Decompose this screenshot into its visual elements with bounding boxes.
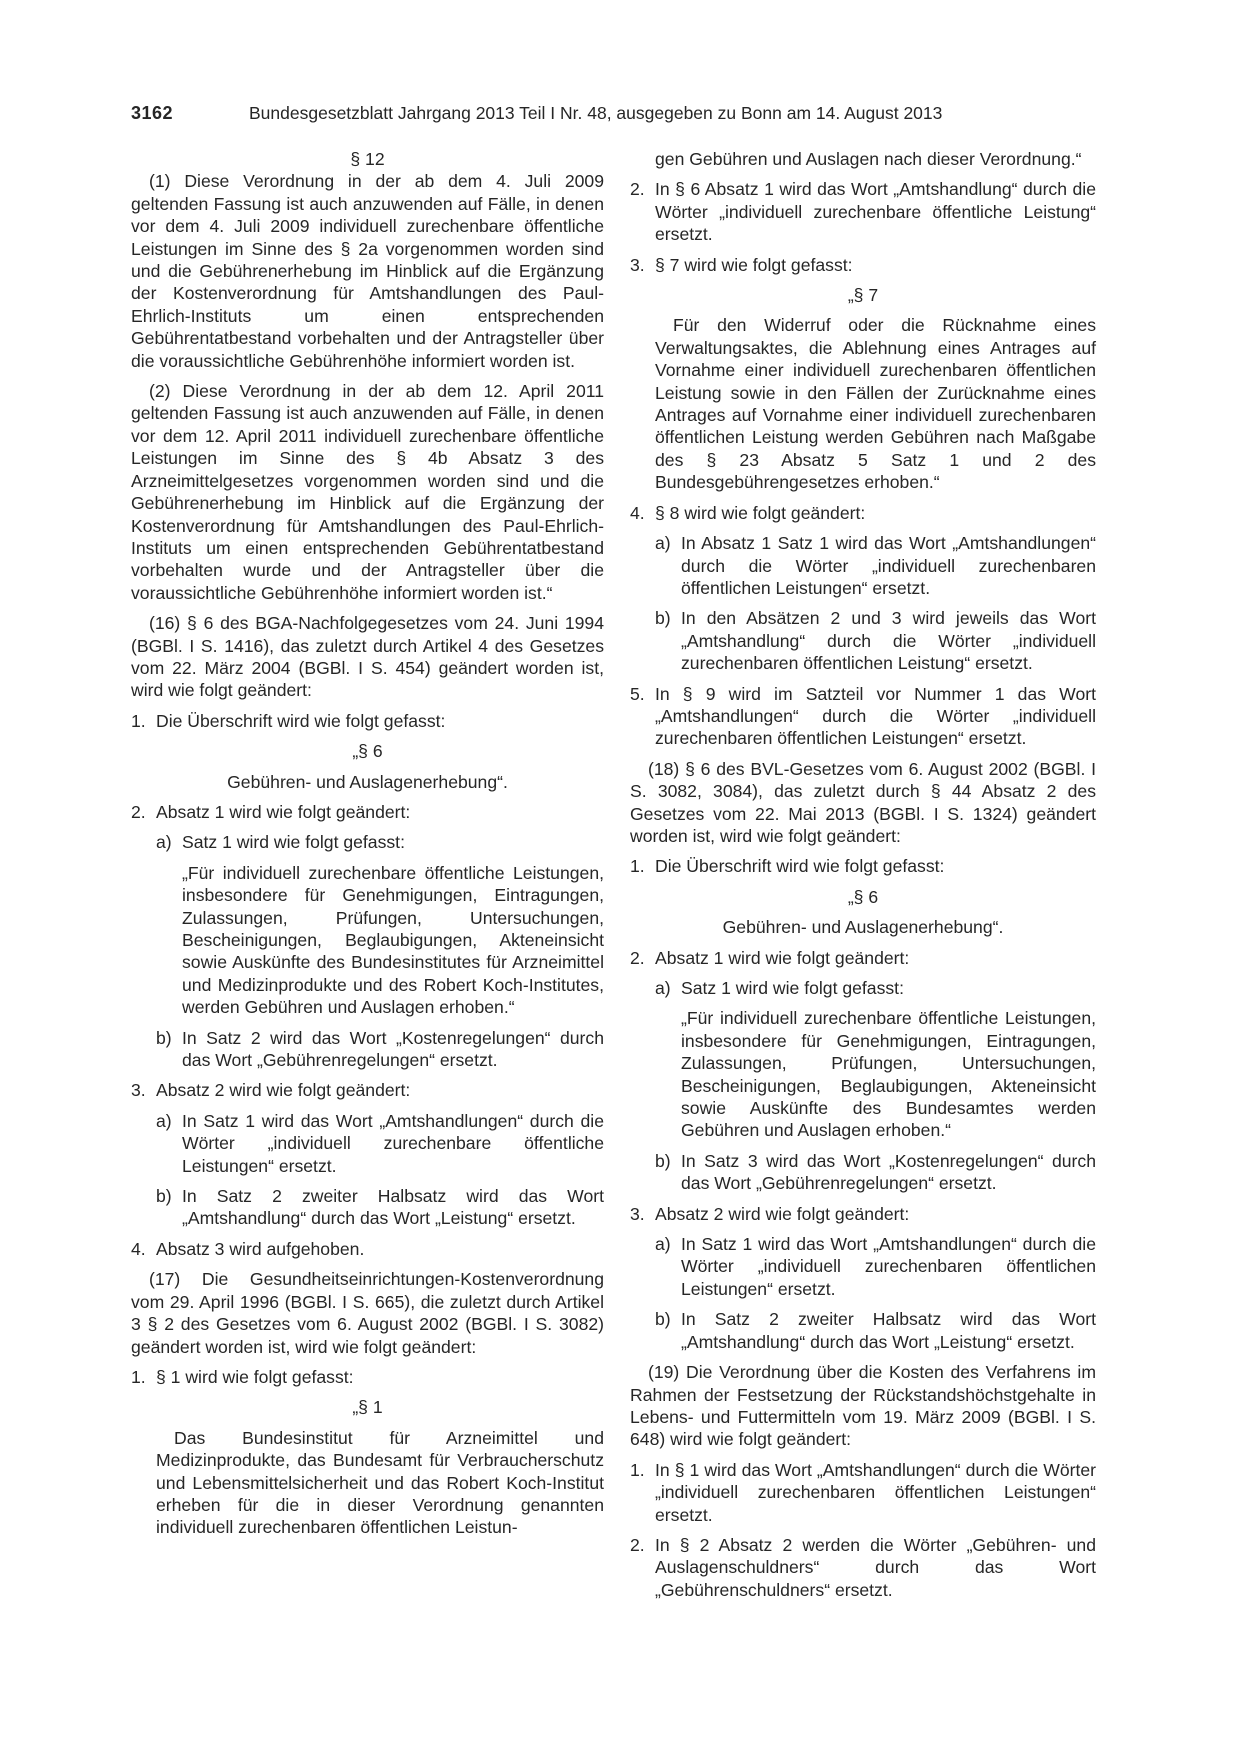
list-item bbox=[131, 1079, 604, 1101]
list-item bbox=[131, 710, 604, 732]
item-text: § 8 wird wie folgt geändert: bbox=[655, 502, 866, 523]
item-number: 3. bbox=[131, 1080, 146, 1101]
quoted-paragraph: Das Bundesinstitut für Arzneimittel und Medizinprodukte, das Bundesamt für Verbraucherschutz und Lebensmittelsicherheit und das Robert Koch-Institut erheben für die in dieser Verordnung genannten individuell zurechenbaren öffentlichen Leistun- bbox=[156, 1427, 604, 1538]
item-text: § 1 wird wie folgt gefasst: bbox=[156, 1366, 354, 1387]
list-item bbox=[630, 178, 1096, 245]
sub-item-text: In Satz 3 wird das Wort „Kostenregelungen“ durch das Wort „Gebührenregelungen“ ersetzt. bbox=[681, 1150, 1096, 1194]
item-number: 4. bbox=[131, 1238, 146, 1259]
item-text: § 7 wird wie folgt gefasst: bbox=[655, 254, 853, 275]
item-text: Absatz 2 wird wie folgt geändert: bbox=[655, 1203, 910, 1224]
sub-item bbox=[131, 1027, 604, 1072]
section-12-paragraph-1: (1) Diese Verordnung in der ab dem 4. Juli 2009 geltenden Fassung ist auch anzuwenden auf Fälle, in denen vor dem 4. Juli 2009 individuell zurechenbare öffentliche Leistungen im Sinne des § 2a vorgenommen worden sind und die Gebührenerhebung im Hinblick auf die Ergänzung der Kostenverordnung für Amtshandlungen des Paul-Ehrlich-Instituts um einen entsprechenden Gebührentatbestand vorbehalten und der Antragsteller über die voraussichtliche Gebührenhöhe informiert worden ist. bbox=[131, 171, 604, 371]
sub-item-letter: a) bbox=[655, 533, 671, 554]
article-19-intro: (19) Die Verordnung über die Kosten des Verfahrens im Rahmen der Festsetzung der Rückstandshöchstgehalte in Lebens- und Futtermitteln vom 19. März 2009 (BGBl. I S. 648) wird wie folgt geändert: bbox=[630, 1362, 1096, 1450]
list-item bbox=[131, 801, 604, 823]
sub-item-letter: a) bbox=[655, 978, 671, 998]
sub-item-letter: b) bbox=[156, 1186, 172, 1207]
item-text: In § 1 wird das Wort „Amtshandlungen“ durch die Wörter „individuell zurechenbaren öffentlichen Leistungen“ ersetzt. bbox=[655, 1459, 1096, 1525]
sub-item-letter: a) bbox=[156, 1110, 172, 1131]
sub-item-text: In Satz 1 wird das Wort „Amtshandlungen“ durch die Wörter „individuell zurechenbare öffentliche Leistungen“ ersetzt. bbox=[182, 1110, 604, 1176]
item-number: 2. bbox=[630, 179, 645, 200]
sub-item bbox=[131, 1185, 604, 1230]
list-item bbox=[630, 1203, 1096, 1225]
item-text: Absatz 1 wird wie folgt geändert: bbox=[655, 947, 910, 968]
quoted-section-heading: „§ 7 bbox=[847, 285, 879, 306]
item-number: 1. bbox=[131, 710, 146, 731]
sub-item bbox=[630, 977, 1096, 999]
article-17-intro: (17) Die Gesundheitseinrichtungen-Kostenverordnung vom 29. April 1996 (BGBl. I S. 665), die zuletzt durch Artikel 3 § 2 des Gesetzes vom 6. August 2002 (BGBl. I S. 3082) geändert worden ist, wird wie folgt geändert: bbox=[131, 1269, 604, 1357]
quoted-text: „Für individuell zurechenbare öffentliche Leistungen, insbesondere für Genehmigungen, Eintragungen, Zulassungen, Prüfungen, Untersuchungen, Bescheinigungen, Beglaubigungen, Akteneinsicht sowie Auskünfte des Bundesamtes werden Gebühren und Auslagen erhoben.“ bbox=[681, 1008, 1096, 1141]
sub-item-text: Satz 1 wird wie folgt gefasst: bbox=[681, 978, 904, 998]
item-number: 2. bbox=[630, 947, 645, 968]
sub-item bbox=[131, 1110, 604, 1177]
left-column bbox=[131, 148, 604, 1547]
quoted-section-title: Gebühren- und Auslagenerhebung“. bbox=[722, 917, 1004, 938]
item-number: 2. bbox=[131, 801, 146, 822]
quoted-paragraph: Für den Widerruf oder die Rücknahme eines Verwaltungsaktes, die Ablehnung eines Antrages auf Vornahme einer individuell zurechenbaren öffentlichen Leistung sowie in den Fällen der Zurücknahme eines Antrages auf Vornahme einer individuell zurechenbaren öffentlichen Leistung werden Gebühren nach Maßgabe des § 23 Absatz 5 Satz 1 und 2 des Bundesgebührengesetzes erhoben.“ bbox=[655, 315, 1096, 493]
sub-item bbox=[131, 831, 604, 853]
section-12-heading: § 12 bbox=[350, 149, 385, 169]
item-text: Absatz 3 wird aufgehoben. bbox=[156, 1238, 365, 1259]
sub-item-text: In Satz 1 wird das Wort „Amtshandlungen“ durch die Wörter „individuell zurechenbaren öffentlichen Leistungen“ ersetzt. bbox=[681, 1234, 1096, 1299]
section-12-paragraph-2: (2) Diese Verordnung in der ab dem 12. April 2011 geltenden Fassung ist auch anzuwenden auf Fälle, in denen vor dem 12. April 2011 individuell zurechenbare öffentliche Leistungen im Sinne des § 4b Absatz 3 des Arzneimittelgesetzes vorgenommen worden sind und die Gebührenerhebung im Hinblick auf die Ergänzung der Kostenverordnung für Amtshandlungen des Paul-Ehrlich-Instituts um einen entsprechenden Gebührentatbestand vorbehalten wurde und der Antragsteller über die voraussichtliche Gebührenhöhe informiert worden ist.“ bbox=[131, 381, 604, 603]
quoted-section-heading: „§ 6 bbox=[847, 886, 879, 907]
list-item bbox=[131, 1238, 604, 1260]
sub-item-text: In Absatz 1 Satz 1 wird das Wort „Amtshandlungen“ durch die Wörter „individuell zurechenbaren öffentlichen Leistungen“ ersetzt. bbox=[681, 533, 1096, 598]
item-text: In § 6 Absatz 1 wird das Wort „Amtshandlung“ durch die Wörter „individuell zurechenbare öffentliche Leistung“ ersetzt. bbox=[655, 179, 1096, 245]
list-item bbox=[630, 855, 1096, 877]
sub-item bbox=[630, 1150, 1096, 1195]
sub-item-letter: b) bbox=[655, 608, 671, 629]
sub-item-text: In Satz 2 zweiter Halbsatz wird das Wort „Amtshandlung“ durch das Wort „Leistung“ ersetzt. bbox=[182, 1186, 604, 1229]
quoted-text: „Für individuell zurechenbare öffentliche Leistungen, insbesondere für Genehmigungen, Eintragungen, Zulassungen, Prüfungen, Untersuchungen, Bescheinigungen, Beglaubigungen, Akteneinsicht sowie Auskünfte des Bundesinstitutes für Arzneimittel und Medizinprodukte und des Robert Koch-Institutes, werden Gebühren und Auslagen erhoben.“ bbox=[182, 862, 604, 1018]
list-item bbox=[630, 1459, 1096, 1526]
item-text: Die Überschrift wird wie folgt gefasst: bbox=[655, 856, 945, 877]
sub-item-text: Satz 1 wird wie folgt gefasst: bbox=[182, 832, 405, 853]
article-18-intro: (18) § 6 des BVL-Gesetzes vom 6. August 2002 (BGBl. I S. 3082, 3084), das zuletzt durch § 44 Absatz 2 des Gesetzes vom 22. Mai 2013 (BGBl. I S. 1324) geändert worden ist, wird wie folgt geändert: bbox=[630, 758, 1096, 846]
quoted-section-title: Gebühren- und Auslagenerhebung“. bbox=[227, 771, 508, 792]
list-item bbox=[131, 1366, 604, 1388]
item-number: 4. bbox=[630, 502, 645, 523]
list-item bbox=[630, 947, 1096, 969]
sub-item-letter: b) bbox=[156, 1027, 172, 1048]
header-title: Bundesgesetzblatt Jahrgang 2013 Teil I Nr. 48, ausgegeben zu Bonn am 14. August 2013 bbox=[249, 103, 943, 123]
sub-item-text: In Satz 2 zweiter Halbsatz wird das Wort „Amtshandlung“ durch das Wort „Leistung“ ersetzt. bbox=[681, 1309, 1096, 1352]
list-item bbox=[630, 683, 1096, 750]
sub-item-letter: b) bbox=[655, 1150, 671, 1171]
right-column bbox=[630, 148, 1096, 1609]
item-number: 1. bbox=[630, 1459, 645, 1480]
item-text: Absatz 1 wird wie folgt geändert: bbox=[156, 801, 411, 822]
sub-item bbox=[630, 1308, 1096, 1353]
item-number: 3. bbox=[630, 1203, 645, 1224]
item-number: 1. bbox=[131, 1366, 146, 1387]
page-number: 3162 bbox=[131, 103, 174, 123]
sub-item-text: In Satz 2 wird das Wort „Kostenregelungen“ durch das Wort „Gebührenregelungen“ ersetzt. bbox=[182, 1027, 604, 1071]
quoted-paragraph-continued: gen Gebühren und Auslagen nach dieser Verordnung.“ bbox=[655, 149, 1082, 169]
sub-item bbox=[630, 532, 1096, 599]
sub-item-text: In den Absätzen 2 und 3 wird jeweils das Wort „Amtshandlung“ durch die Wörter „individuell zurechenbaren öffentlichen Leistung“ ersetzt. bbox=[681, 608, 1096, 674]
item-text: Die Überschrift wird wie folgt gefasst: bbox=[156, 710, 446, 731]
quoted-section-heading: „§ 6 bbox=[352, 741, 383, 762]
sub-item-letter: b) bbox=[655, 1309, 671, 1330]
item-number: 1. bbox=[630, 856, 645, 877]
page-header bbox=[131, 100, 1111, 126]
item-number: 3. bbox=[630, 254, 645, 275]
sub-item-letter: a) bbox=[156, 832, 172, 853]
sub-item bbox=[630, 607, 1096, 674]
sub-item-letter: a) bbox=[655, 1234, 671, 1255]
sub-item bbox=[630, 1233, 1096, 1300]
article-16-intro: (16) § 6 des BGA-Nachfolgegesetzes vom 24. Juni 1994 (BGBl. I S. 1416), das zuletzt durch Artikel 4 des Gesetzes vom 22. März 2004 (BGBl. I S. 454) geändert worden ist, wird wie folgt geändert: bbox=[131, 613, 604, 701]
quoted-section-heading: „§ 1 bbox=[352, 1397, 383, 1418]
item-text: In § 2 Absatz 2 werden die Wörter „Gebühren- und Auslagenschuldners“ durch das Wort „Gebührenschuldners“ ersetzt. bbox=[655, 1534, 1096, 1600]
item-number: 2. bbox=[630, 1534, 645, 1555]
item-text: Absatz 2 wird wie folgt geändert: bbox=[156, 1080, 411, 1101]
list-item bbox=[630, 254, 1096, 276]
list-item bbox=[630, 1534, 1096, 1601]
item-text: In § 9 wird im Satzteil vor Nummer 1 das Wort „Amtshandlungen“ durch die Wörter „individuell zurechenbaren öffentlichen Leistungen“ ersetzt. bbox=[655, 683, 1096, 749]
list-item bbox=[630, 502, 1096, 524]
item-number: 5. bbox=[630, 683, 645, 704]
